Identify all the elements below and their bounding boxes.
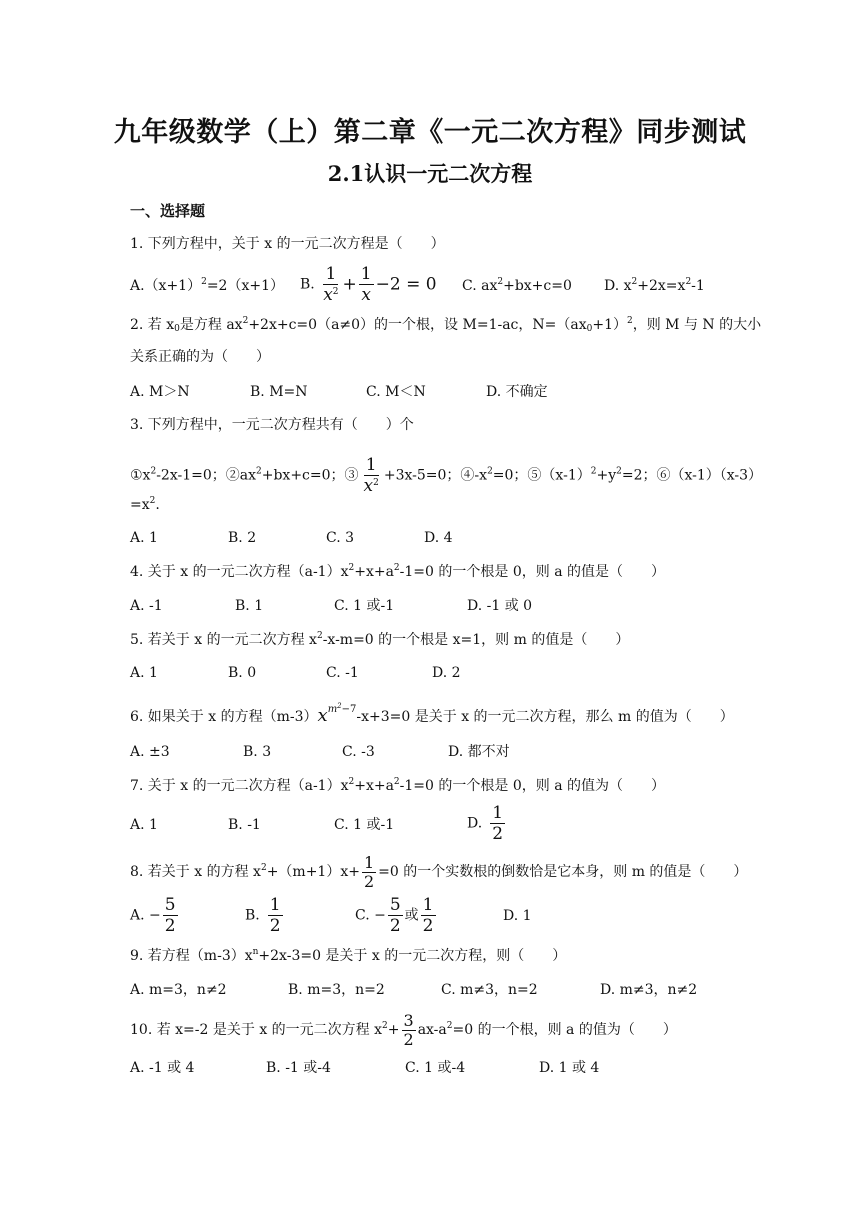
q5-option-c: C. -1	[326, 665, 359, 681]
q4-option-b: B. 1	[235, 598, 264, 614]
fraction: $\frac{1}{x^2}$	[323, 264, 339, 305]
question-6-stem: 6. 如果关于 x 的方程$(m-3)x^{m^2-7}-x+3=0$ 是关于 x 的一元二次方程，那么 m 的值为（ ）	[130, 702, 734, 726]
q3-option-b: B. 2	[228, 530, 257, 546]
q6-option-d: D. 都不对	[448, 744, 510, 760]
q10-option-c: C. 1 或-4	[405, 1060, 466, 1076]
fraction: $\frac{1}{2}$	[422, 895, 434, 936]
q2-option-d: D. 不确定	[486, 384, 548, 400]
q7-option-c: C. 1 或-1	[334, 817, 395, 833]
question-5-stem: 5. 若关于 x 的一元二次方程 $x^2-x-m=0$ 的一个根是 x=1，则 m 的值是（ ）	[130, 631, 630, 648]
question-9-stem: 9. 若方程$(m-3)x^n+2x-3=0$ 是关于 x 的一元二次方程，则（ ）	[130, 947, 567, 964]
q10-option-a: A. -1 或 4	[130, 1060, 195, 1076]
q1-option-b: B. $\frac{1}{x^2}$ + $\frac{1}{x}$ −2 = 0	[300, 264, 437, 305]
question-3-list: $①x^2-2x-1=0$；$②ax^2+bx+c=0$；③ $\frac{1}{x^2}$ +3x-5=0；$④-x^2=0$；$⑤(x-1)^2+y^2=2$；⑥（x-1）（x-3）	[130, 455, 763, 496]
q5-option-d: D. 2	[432, 665, 461, 681]
question-10-stem: 10. 若 x=-2 是关于 x 的一元二次方程 $x^2+$ $\frac{3}{2}$ $ax-a^2=0$ 的一个根，则 a 的值为（ ）	[130, 1010, 677, 1049]
fraction: $\frac{5}{2}$	[389, 895, 401, 936]
question-3-stem: 3. 下列方程中，一元二次方程共有（ ）个	[130, 417, 414, 433]
q5-option-a: A. 1	[130, 665, 158, 681]
q6-option-b: B. 3	[243, 744, 272, 760]
q4-option-d: D. -1 或 0	[467, 598, 533, 614]
q9-option-b: B. m=3，n=2	[288, 982, 385, 998]
q6-option-c: C. -3	[342, 744, 375, 760]
q8-option-b: B. $\frac{1}{2}$	[245, 895, 281, 936]
question-8-stem: 8. 若关于 x 的方程 $x^2+(m+1)x+$ $\frac{1}{2}$ =0 的一个实数根的倒数恰是它本身，则 m 的值是（ ）	[130, 852, 748, 891]
q9-option-c: C. m≠3，n=2	[441, 982, 538, 998]
q2-option-a: A. M＞N	[130, 384, 190, 400]
q8-option-d: D. 1	[503, 908, 532, 924]
question-7-stem: 7. 关于 x 的一元二次方程$(a-1)x^2+x+a^2-1=0$ 的一个根是 0，则 a 的值为（ ）	[130, 777, 665, 794]
fraction: $\frac{1}{2}$	[269, 895, 281, 936]
fraction: $\frac{1}{x}$	[360, 264, 372, 305]
question-1-stem: 1. 下列方程中，关于 x 的一元二次方程是（ ）	[130, 236, 445, 252]
q9-option-a: A. m=3，n≠2	[130, 982, 227, 998]
q10-option-d: D. 1 或 4	[539, 1060, 600, 1076]
question-4-stem: 4. 关于 x 的一元二次方程$(a-1)x^2+x+a^2-1=0$ 的一个根是 0，则 a 的值是（ ）	[130, 563, 665, 580]
q1-option-c: C. $ax^2+bx+c=0$	[462, 277, 572, 294]
document-subtitle: 2.1认识一元二次方程	[327, 161, 533, 186]
q7-option-a: A. 1	[130, 817, 158, 833]
q4-option-c: C. 1 或-1	[334, 598, 395, 614]
fraction: $\frac{1}{x^2}$	[363, 455, 379, 496]
q3-option-c: C. 3	[326, 530, 355, 546]
fraction: $\frac{3}{2}$	[403, 1010, 414, 1049]
fraction: $\frac{1}{2}$	[363, 852, 375, 891]
section-heading: 一、选择题	[130, 202, 206, 220]
q10-option-b: B. -1 或-4	[266, 1060, 331, 1076]
fraction: $\frac{5}{2}$	[164, 895, 176, 936]
question-3-list-cont: $=x^2$.	[130, 496, 160, 513]
q1-option-d: D. $x^2+2x=x^2-1$	[604, 277, 705, 294]
q9-option-d: D. m≠3，n≠2	[600, 982, 698, 998]
q8-option-c: C. − $\frac{5}{2}$ 或 $\frac{1}{2}$	[355, 895, 434, 936]
q7-option-d: D. $\frac{1}{2}$	[467, 803, 504, 844]
document-title: 九年级数学（上）第二章《一元二次方程》同步测试	[113, 117, 747, 148]
q1-option-a: $A.(x+1)^2=2(x+1)$	[130, 277, 284, 294]
q4-option-a: A. -1	[130, 598, 163, 614]
q3-option-d: D. 4	[424, 530, 453, 546]
q2-option-c: C. M＜N	[366, 384, 426, 400]
fraction: $\frac{1}{2}$	[492, 803, 504, 844]
q5-option-b: B. 0	[228, 665, 257, 681]
q8-option-a: A. − $\frac{5}{2}$	[130, 895, 176, 936]
q6-option-a: A. ±3	[130, 744, 170, 760]
q2-option-b: B. M=N	[250, 384, 308, 400]
question-2-stem-cont: 关系正确的为（ ）	[130, 349, 270, 365]
q7-option-b: B. -1	[228, 817, 261, 833]
q3-option-a: A. 1	[130, 530, 158, 546]
question-2-stem: 2. 若 $x_0$是方程 $ax^2+2x+c=0(a\ne 0)$的一个根，设 M=1-ac，$N=(ax_0+1)^2$，则 M 与 N 的大小	[130, 316, 762, 334]
